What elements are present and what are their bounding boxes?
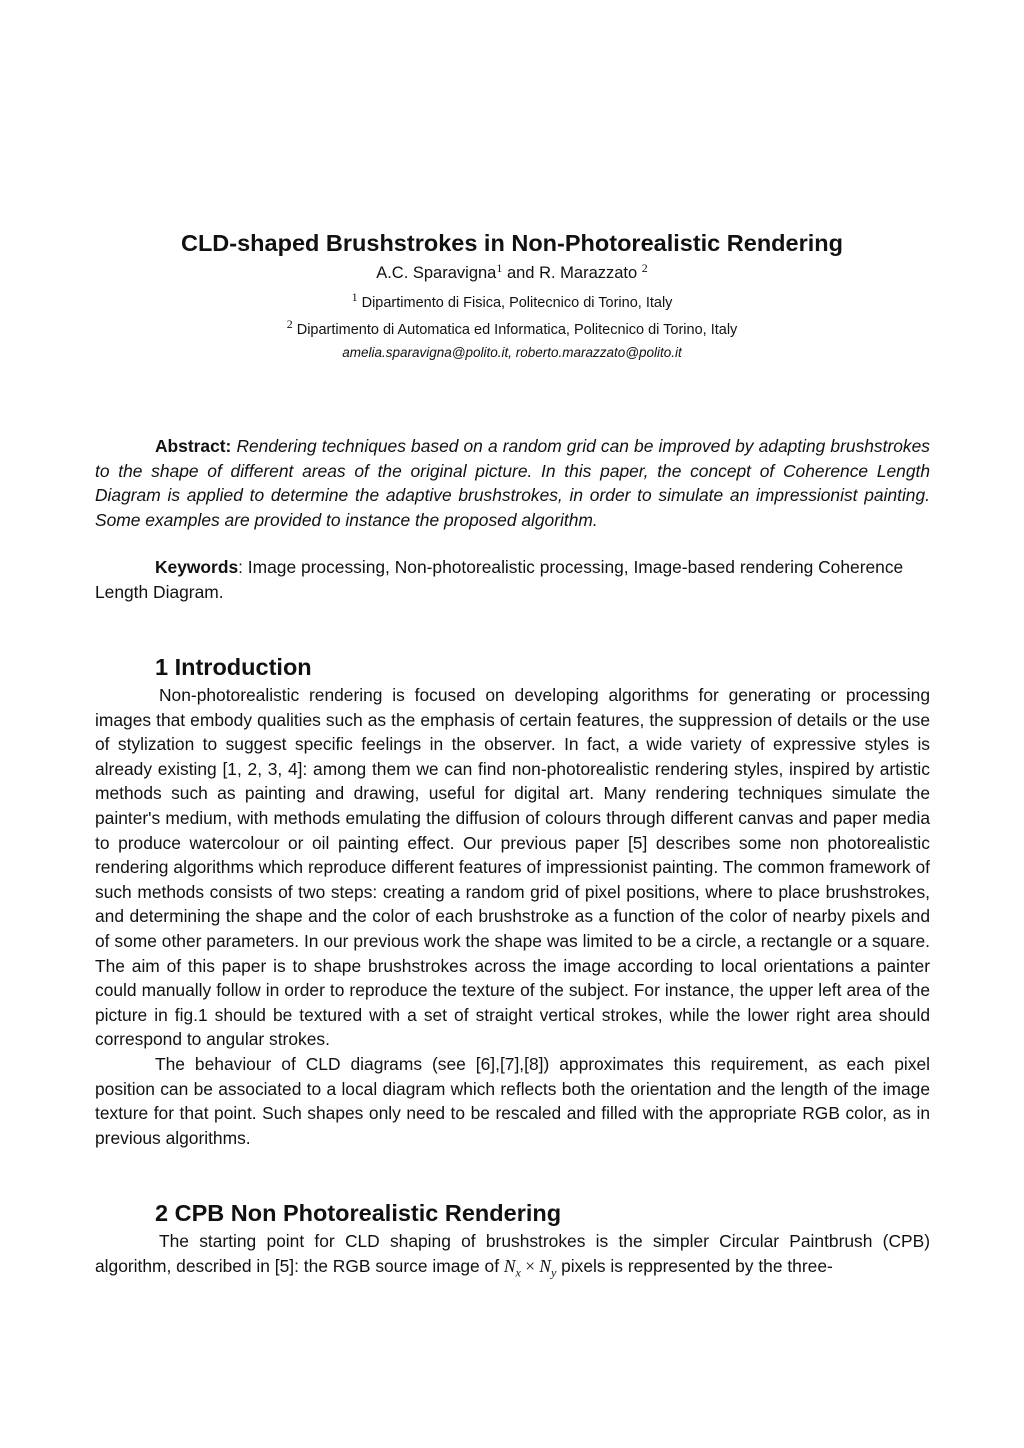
author-1-affil-mark: 1 bbox=[496, 261, 503, 275]
abstract-paragraph bbox=[95, 434, 930, 532]
section-heading-introduction: 1 Introduction bbox=[155, 654, 312, 680]
author-2-affil-mark: 2 bbox=[641, 261, 648, 275]
keywords-paragraph bbox=[95, 555, 930, 604]
section-heading-cpb: 2 CPB Non Photorealistic Rendering bbox=[155, 1200, 562, 1226]
affiliation-1-text: Dipartimento di Fisica, Politecnico di Torino, Italy bbox=[361, 295, 673, 311]
affiliation-1-mark: 1 bbox=[351, 290, 358, 304]
affiliation-2 bbox=[0, 317, 1024, 338]
author-line bbox=[0, 261, 1024, 283]
keywords bbox=[95, 555, 930, 604]
author-1: A.C. Sparavigna bbox=[376, 264, 497, 282]
author-emails: amelia.sparavigna@polito.it, roberto.marazzato@polito.it bbox=[342, 345, 682, 360]
paper-title: CLD-shaped Brushstrokes in Non-Photorealistic Rendering bbox=[180, 230, 843, 256]
section-introduction-body bbox=[95, 683, 930, 1150]
abstract bbox=[95, 434, 930, 532]
affiliation-2-text: Dipartimento di Automatica ed Informatica, Politecnico di Torino, Italy bbox=[296, 322, 738, 338]
keywords-text: : Image processing, Non-photorealistic processing, Image-based rendering Coherence Length Diagram. bbox=[95, 557, 904, 602]
section-cpb-body bbox=[95, 1229, 930, 1285]
cpb-paragraph-1 bbox=[95, 1229, 930, 1285]
abstract-text: Rendering techniques based on a random grid can be improved by adapting brushstrokes to the shape of different areas of the original picture. In this paper, the concept of Coherence Length Diagram is applied to determine the adaptive brushstrokes, in order to simulate an impressionist painting. Some examples are provided to instance the proposed algorithm. bbox=[95, 436, 930, 530]
cpb-text-after-math: pixels is reppresented by the three- bbox=[561, 1255, 833, 1276]
affiliation-1 bbox=[0, 290, 1024, 311]
intro-paragraph-2: The behaviour of CLD diagrams (see [6],[7],[8]) approximates this requirement, as each pixel position can be associated to a local diagram which reflects both the orientation and the length of the image texture for that point. Such shapes only need to be rescaled and filled with the appropriate RGB color, as in previous algorithms. bbox=[95, 1053, 930, 1148]
keywords-label: Keywords bbox=[155, 557, 239, 577]
abstract-label: Abstract: bbox=[155, 436, 232, 456]
cpb-text-before-math: The starting point for CLD shaping of brushstrokes is the simpler Circular Paintbrush (CPB) algorithm, described in [5]: the RGB source image of bbox=[95, 1231, 930, 1276]
image-size-formula: $N_x \times N_y$ bbox=[503, 1255, 557, 1280]
author-2: and R. Marazzato bbox=[506, 264, 638, 282]
affiliation-2-mark: 2 bbox=[286, 317, 293, 331]
intro-paragraph-1: Non-photorealistic rendering is focused on developing algorithms for generating or processing images that embody qualities such as the emphasis of certain features, the suppression of details or the use of stylization to suggest specific feelings in the observer. In fact, a wide variety of expressive styles is already existing [1, 2, 3, 4]: among them we can find non-photorealistic rendering styles, inspired by artistic methods such as painting and drawing, useful for digital art. Many rendering techniques simulate the painter's medium, with methods emulating the diffusion of colours through different canvas and paper media to produce watercolour or oil painting effect. Our previous paper [5] describes some non photorealistic rendering algorithms which reproduce different features of impressionist painting. The common framework of such methods consists of two steps: creating a random grid of pixel positions, where to place brushstrokes, and determining the shape and the color of each brushstroke as a function of the color of nearby pixels and of some other parameters. In our previous work the shape was limited to be a circle, a rectangle or a square. The aim of this paper is to shape brushstrokes across the image according to local orientations a painter could manually follow in order to reproduce the texture of the subject. For instance, the upper left area of the picture in fig.1 should be textured with a set of straight vertical strokes, while the lower right area should correspond to angular strokes. bbox=[95, 685, 930, 1050]
